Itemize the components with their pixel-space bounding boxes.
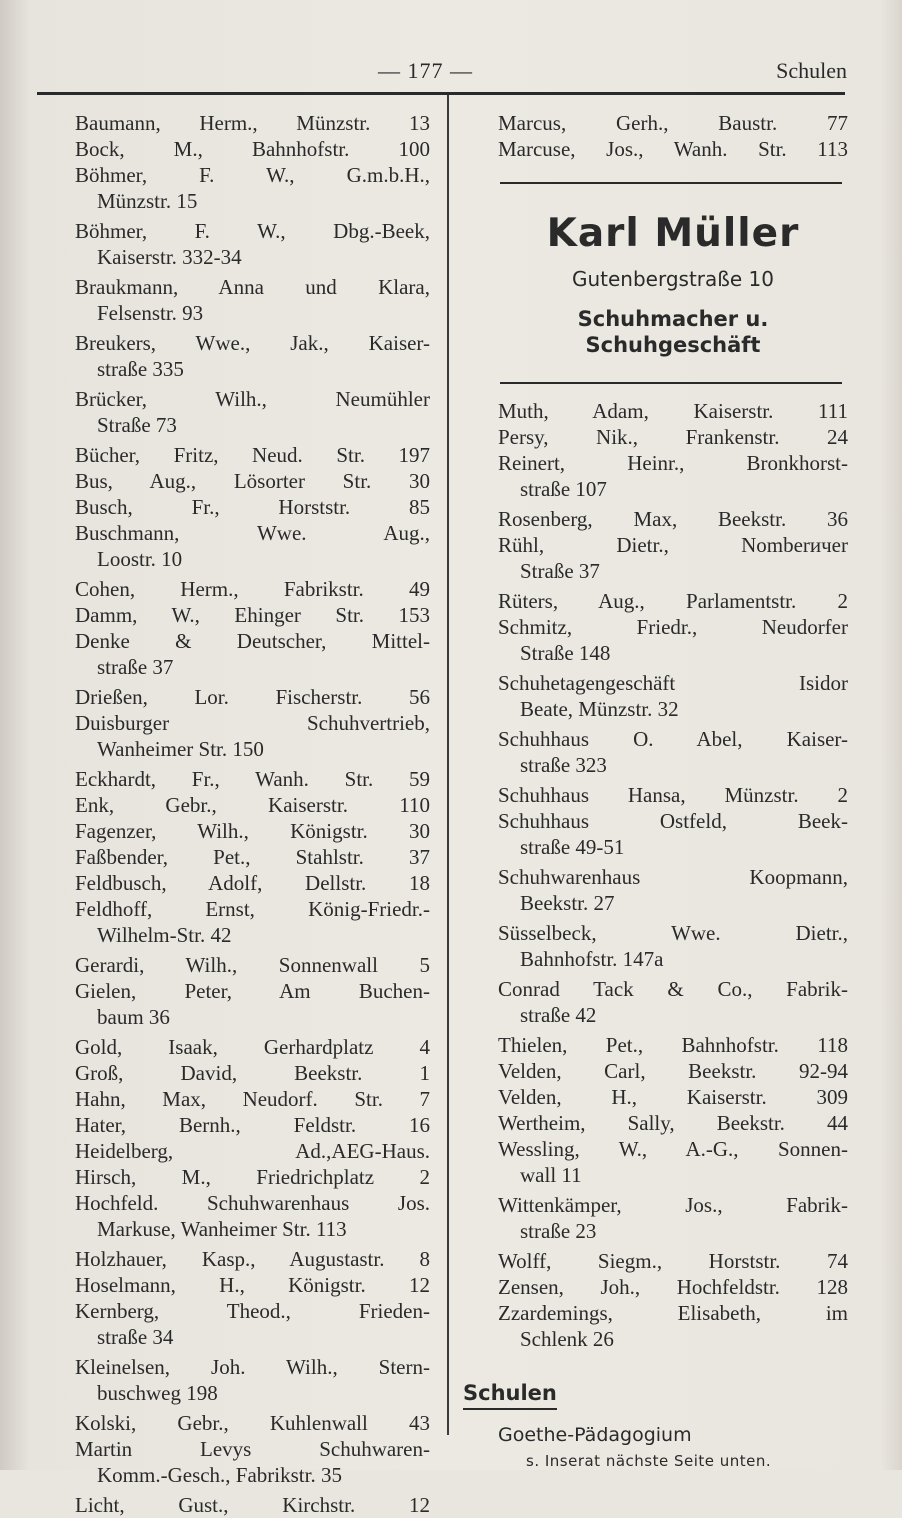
entry-continuation: wall 11 bbox=[520, 1163, 582, 1187]
entry-line: Brücker, Wilh., Neumühler bbox=[75, 387, 430, 411]
entry-line: Kernberg, Theod., Frieden- bbox=[75, 1299, 430, 1323]
directory-entry bbox=[498, 1136, 848, 1188]
directory-entry bbox=[75, 274, 430, 326]
directory-entry bbox=[498, 614, 848, 666]
entry-line: Wittenkämper, Jos., Fabrik- bbox=[498, 1193, 848, 1217]
directory-entry bbox=[75, 1034, 430, 1060]
directory-entry bbox=[498, 588, 848, 614]
entry-line: Schuhetagengeschäft Isidor bbox=[498, 671, 848, 695]
left-column bbox=[75, 110, 430, 1518]
entry-line: Hochfeld. Schuhwarenhaus Jos. bbox=[75, 1191, 430, 1215]
directory-entry bbox=[75, 386, 430, 438]
directory-entry bbox=[498, 1274, 848, 1300]
school-name: Goethe-Pädagogium bbox=[498, 1424, 692, 1446]
advert-rule-top bbox=[500, 182, 842, 184]
entry-line: Baumann, Herm., Münzstr. 13 bbox=[75, 111, 430, 135]
column-divider bbox=[447, 95, 449, 1435]
entry-line: Bus, Aug., Lösorter Str. 30 bbox=[75, 469, 430, 493]
directory-entry bbox=[75, 110, 430, 136]
entry-line: Böhmer, F. W., G.m.b.H., bbox=[75, 163, 430, 187]
advert-trade: Schuhmacher u. Schuhgeschäft bbox=[577, 307, 769, 357]
directory-entry bbox=[498, 136, 848, 162]
directory-entry bbox=[75, 952, 430, 978]
entry-line: Gerardi, Wilh., Sonnenwall 5 bbox=[75, 953, 430, 977]
right-column-entries bbox=[498, 398, 848, 1352]
directory-entry bbox=[498, 864, 848, 916]
entry-line: Denke & Deutscher, Mittel- bbox=[75, 629, 430, 653]
directory-entry bbox=[498, 450, 848, 502]
entry-continuation: Markuse, Wanheimer Str. 113 bbox=[97, 1217, 347, 1241]
right-column bbox=[463, 110, 848, 1474]
directory-entry bbox=[498, 1084, 848, 1110]
directory-entry bbox=[75, 896, 430, 948]
directory-entry bbox=[75, 1164, 430, 1190]
directory-entry bbox=[75, 576, 430, 602]
directory-entry bbox=[75, 844, 430, 870]
directory-entry bbox=[75, 136, 430, 162]
directory-entry bbox=[75, 978, 430, 1030]
entry-continuation: straße 34 bbox=[97, 1325, 174, 1349]
entry-line: Buschmann, Wwe. Aug., bbox=[75, 521, 430, 545]
entry-line: Kleinelsen, Joh. Wilh., Stern- bbox=[75, 1355, 430, 1379]
directory-entry bbox=[75, 442, 430, 468]
entry-line: Velden, Carl, Beekstr. 92-94 bbox=[498, 1059, 848, 1083]
entry-continuation: straße 37 bbox=[97, 655, 174, 679]
directory-entry bbox=[498, 424, 848, 450]
entry-continuation: Beate, Münzstr. 32 bbox=[520, 697, 679, 721]
entry-line: Feldhoff, Ernst, König-Friedr.- bbox=[75, 897, 430, 921]
entry-line: Damm, W., Ehinger Str. 153 bbox=[75, 603, 430, 627]
entry-continuation: baum 36 bbox=[97, 1005, 170, 1029]
entry-line: Licht, Gust., Kirchstr. 12 bbox=[75, 1493, 430, 1517]
entry-continuation: straße 42 bbox=[520, 1003, 597, 1027]
entry-continuation: straße 335 bbox=[97, 357, 184, 381]
entry-line: Marcus, Gerh., Baustr. 77 bbox=[498, 111, 848, 135]
page-header bbox=[0, 58, 902, 88]
entry-line: Marcuse, Jos., Wanh. Str. 113 bbox=[498, 137, 848, 161]
directory-entry bbox=[75, 818, 430, 844]
directory-entry bbox=[75, 1190, 430, 1242]
school-note: s. Inserat nächste Seite unten. bbox=[526, 1452, 772, 1470]
entry-continuation: Wilhelm-Str. 42 bbox=[97, 923, 232, 947]
directory-entry bbox=[498, 1110, 848, 1136]
directory-entry bbox=[75, 494, 430, 520]
entry-line: Schuhhaus O. Abel, Kaiser- bbox=[498, 727, 848, 751]
directory-entry bbox=[75, 1138, 430, 1164]
directory-entry bbox=[75, 1112, 430, 1138]
directory-entry bbox=[75, 766, 430, 792]
entry-line: Eckhardt, Fr., Wanh. Str. 59 bbox=[75, 767, 430, 791]
directory-entry bbox=[75, 1298, 430, 1350]
entry-continuation: Straße 73 bbox=[97, 413, 177, 437]
directory-entry bbox=[75, 1436, 430, 1488]
entry-continuation: Loostr. 10 bbox=[97, 547, 183, 571]
directory-entry bbox=[498, 1300, 848, 1352]
advert-name: Karl Müller bbox=[546, 211, 800, 256]
entry-line: Gold, Isaak, Gerhardplatz 4 bbox=[75, 1035, 430, 1059]
entry-line: Cohen, Herm., Fabrikstr. 49 bbox=[75, 577, 430, 601]
directory-entry bbox=[498, 1248, 848, 1274]
entry-continuation: straße 49-51 bbox=[520, 835, 625, 859]
directory-entry bbox=[75, 602, 430, 628]
entry-line: Hater, Bernh., Feldstr. 16 bbox=[75, 1113, 430, 1137]
directory-entry bbox=[75, 1354, 430, 1406]
directory-entry bbox=[498, 506, 848, 532]
directory-entry bbox=[75, 1492, 430, 1518]
entry-line: Persy, Nik., Frankenstr. 24 bbox=[498, 425, 848, 449]
entry-line: Velden, H., Kaiserstr. 309 bbox=[498, 1085, 848, 1109]
directory-entry bbox=[75, 1272, 430, 1298]
directory-entry bbox=[498, 1058, 848, 1084]
directory-entry bbox=[498, 782, 848, 808]
directory-entry bbox=[498, 670, 848, 722]
directory-entry bbox=[498, 398, 848, 424]
directory-entry bbox=[75, 520, 430, 572]
advertisement bbox=[498, 212, 848, 358]
entry-continuation: Straße 37 bbox=[520, 559, 600, 583]
entry-line: Hoselmann, H., Königstr. 12 bbox=[75, 1273, 430, 1297]
advert-rule-bottom bbox=[500, 382, 842, 384]
entry-line: Zzardemings, Elisabeth, im bbox=[498, 1301, 848, 1325]
directory-entry bbox=[75, 1246, 430, 1272]
entry-line: Wertheim, Sally, Beekstr. 44 bbox=[498, 1111, 848, 1135]
entry-line: Breukers, Wwe., Jak., Kaiser- bbox=[75, 331, 430, 355]
section-heading-schulen: Schulen bbox=[463, 1380, 557, 1410]
entry-line: Conrad Tack & Co., Fabrik- bbox=[498, 977, 848, 1001]
entry-continuation: straße 107 bbox=[520, 477, 607, 501]
directory-entry bbox=[498, 920, 848, 972]
directory-entry bbox=[498, 808, 848, 860]
entry-line: Wolff, Siegm., Horststr. 74 bbox=[498, 1249, 848, 1273]
entry-line: Busch, Fr., Horststr. 85 bbox=[75, 495, 430, 519]
running-head: Schulen bbox=[776, 58, 847, 83]
entry-line: Wessling, W., A.-G., Sonnen- bbox=[498, 1137, 848, 1161]
entry-line: Rüters, Aug., Parlamentstr. 2 bbox=[498, 589, 848, 613]
entry-continuation: Bahnhofstr. 147a bbox=[520, 947, 664, 971]
entry-line: Bücher, Fritz, Neud. Str. 197 bbox=[75, 443, 430, 467]
entry-line: Braukmann, Anna und Klara, bbox=[75, 275, 430, 299]
header-rule bbox=[37, 92, 845, 95]
entry-continuation: Beekstr. 27 bbox=[520, 891, 615, 915]
entry-continuation: Münzstr. 15 bbox=[97, 189, 198, 213]
directory-entry bbox=[75, 218, 430, 270]
directory-entry bbox=[75, 468, 430, 494]
advert-address: Gutenbergstraße 10 bbox=[571, 267, 774, 291]
directory-entry bbox=[75, 162, 430, 214]
entry-continuation: straße 23 bbox=[520, 1219, 597, 1243]
entry-line: Schmitz, Friedr., Neudorfer bbox=[498, 615, 848, 639]
directory-entry bbox=[75, 710, 430, 762]
directory-entry bbox=[498, 532, 848, 584]
directory-entry bbox=[75, 628, 430, 680]
page-number: — 177 — bbox=[378, 58, 473, 83]
directory-entry bbox=[498, 1032, 848, 1058]
entry-line: Hirsch, M., Friedrichplatz 2 bbox=[75, 1165, 430, 1189]
directory-entry bbox=[498, 976, 848, 1028]
directory-entry bbox=[75, 330, 430, 382]
entry-line: Süsselbeck, Wwe. Dietr., bbox=[498, 921, 848, 945]
right-column-top-entries bbox=[498, 110, 848, 162]
entry-line: Martin Levys Schuhwaren- bbox=[75, 1437, 430, 1461]
entry-line: Hahn, Max, Neudorf. Str. 7 bbox=[75, 1087, 430, 1111]
directory-entry bbox=[75, 792, 430, 818]
entry-continuation: Wanheimer Str. 150 bbox=[97, 737, 264, 761]
directory-entry bbox=[75, 870, 430, 896]
entry-continuation: buschweg 198 bbox=[97, 1381, 218, 1405]
directory-entry bbox=[75, 1060, 430, 1086]
entry-line: Holzhauer, Kasp., Augustastr. 8 bbox=[75, 1247, 430, 1271]
entry-continuation: Schlenk 26 bbox=[520, 1327, 614, 1351]
entry-continuation: Kaiserstr. 332-34 bbox=[97, 245, 242, 269]
entry-line: Schuhhaus Hansa, Münzstr. 2 bbox=[498, 783, 848, 807]
entry-line: Faßbender, Pet., Stahlstr. 37 bbox=[75, 845, 430, 869]
directory-entry bbox=[75, 684, 430, 710]
entry-line: Schuhwarenhaus Koopmann, bbox=[498, 865, 848, 889]
entry-line: Rühl, Dietr., Nomberичer bbox=[498, 533, 848, 557]
entry-continuation: Felsenstr. 93 bbox=[97, 301, 204, 325]
entry-line: Muth, Adam, Kaiserstr. 111 bbox=[498, 399, 848, 423]
directory-entry bbox=[75, 1410, 430, 1436]
entry-line: Heidelberg, Ad.,AEG-Haus. bbox=[75, 1139, 430, 1163]
entry-line: Kolski, Gebr., Kuhlenwall 43 bbox=[75, 1411, 430, 1435]
entry-line: Feldbusch, Adolf, Dellstr. 18 bbox=[75, 871, 430, 895]
entry-line: Duisburger Schuhvertrieb, bbox=[75, 711, 430, 735]
entry-line: Gielen, Peter, Am Buchen- bbox=[75, 979, 430, 1003]
entry-line: Fagenzer, Wilh., Königstr. 30 bbox=[75, 819, 430, 843]
entry-continuation: straße 323 bbox=[520, 753, 607, 777]
entry-line: Groß, David, Beekstr. 1 bbox=[75, 1061, 430, 1085]
entry-line: Bock, M., Bahnhofstr. 100 bbox=[75, 137, 430, 161]
entry-line: Schuhhaus Ostfeld, Beek- bbox=[498, 809, 848, 833]
entry-continuation: Komm.-Gesch., Fabrikstr. 35 bbox=[97, 1463, 342, 1487]
directory-entry bbox=[498, 726, 848, 778]
entry-line: Rosenberg, Max, Beekstr. 36 bbox=[498, 507, 848, 531]
entry-line: Thielen, Pet., Bahnhofstr. 118 bbox=[498, 1033, 848, 1057]
entry-line: Zensen, Joh., Hochfeldstr. 128 bbox=[498, 1275, 848, 1299]
entry-line: Drießen, Lor. Fischerstr. 56 bbox=[75, 685, 430, 709]
entry-continuation: Straße 148 bbox=[520, 641, 611, 665]
directory-entry bbox=[498, 110, 848, 136]
directory-entry bbox=[498, 1192, 848, 1244]
directory-entry bbox=[75, 1086, 430, 1112]
entry-line: Böhmer, F. W., Dbg.-Beek, bbox=[75, 219, 430, 243]
entry-line: Enk, Gebr., Kaiserstr. 110 bbox=[75, 793, 430, 817]
entry-line: Reinert, Heinr., Bronkhorst- bbox=[498, 451, 848, 475]
